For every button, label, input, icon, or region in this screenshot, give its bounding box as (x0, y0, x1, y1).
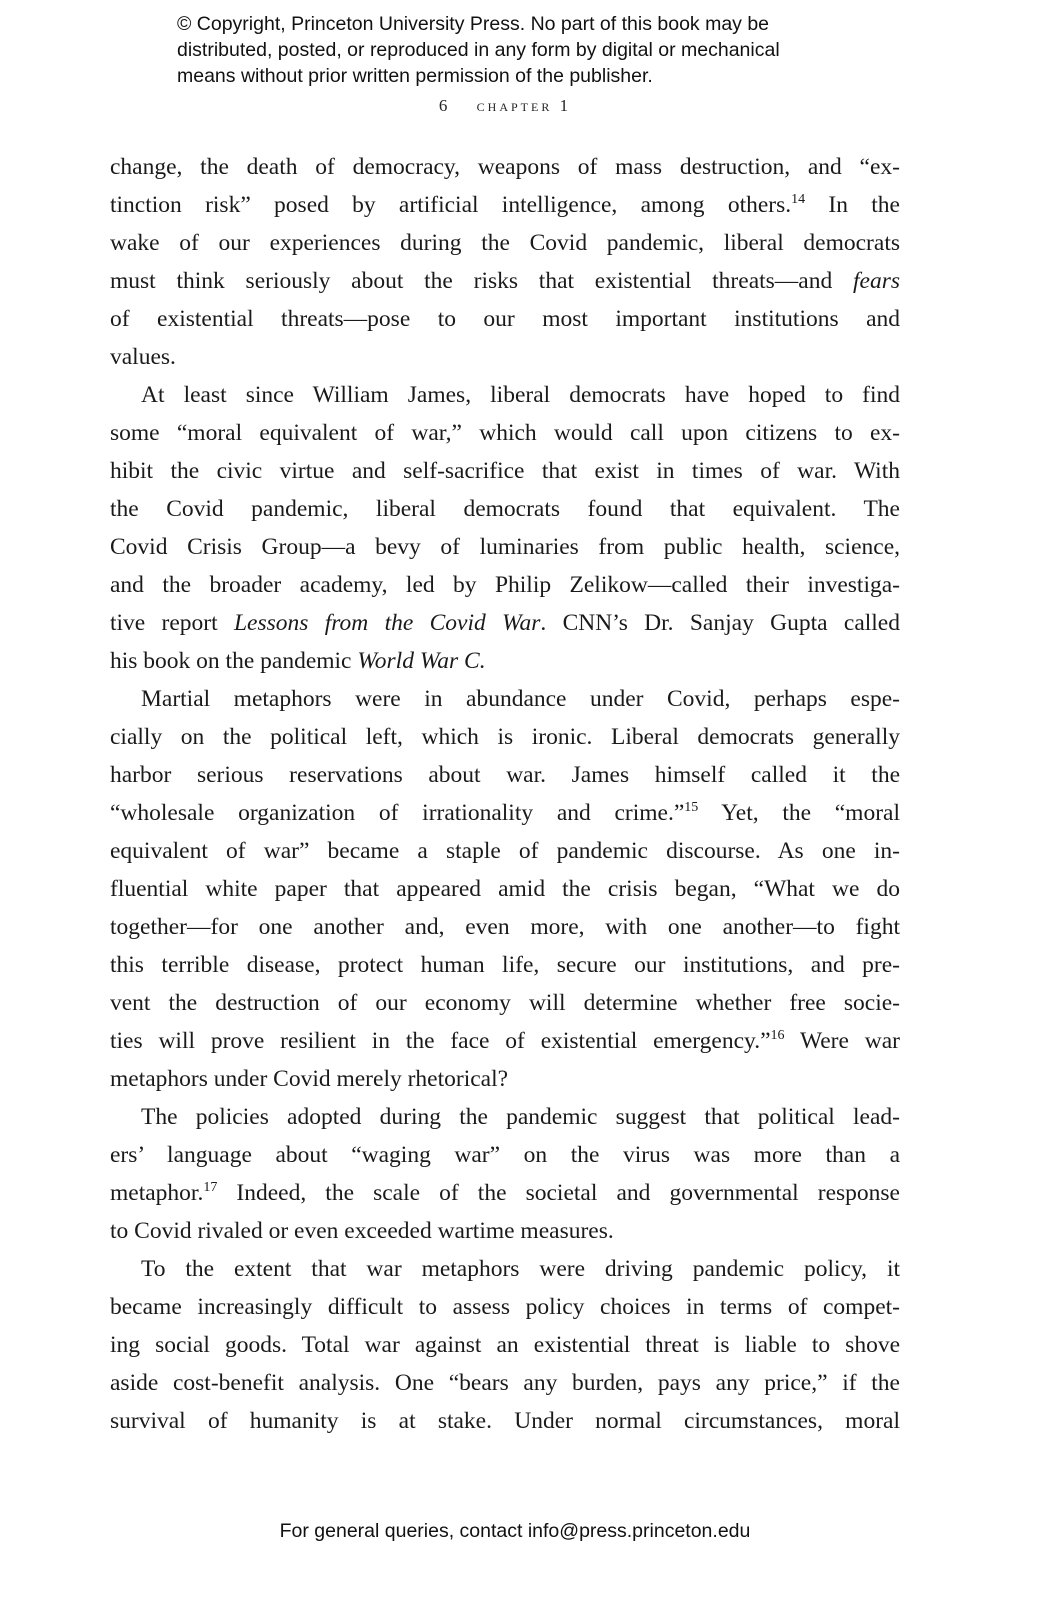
running-head (0, 96, 1010, 116)
text-line (110, 376, 900, 414)
text-line (110, 984, 900, 1022)
text-segment: Yet, the “moral (698, 800, 900, 826)
copyright-notice (177, 11, 780, 89)
text-line (110, 642, 900, 680)
text-segment: wake of our experiences during the Covid pandemic, liberal democrats (110, 230, 900, 256)
text-line (110, 756, 900, 794)
text-line (110, 1326, 900, 1364)
text-line (110, 338, 900, 376)
text-segment: tinction risk” posed by artificial intelligence, among others. (110, 192, 792, 218)
text-line (110, 148, 900, 186)
text-line (110, 528, 900, 566)
text-line (110, 1022, 900, 1060)
text-segment: . CNN’s Dr. Sanjay Gupta called (540, 610, 900, 636)
italic-text: Lessons from the Covid War (233, 610, 541, 636)
paragraph (110, 1250, 900, 1440)
text-line (110, 680, 900, 718)
text-segment: his book on the pandemic (110, 648, 358, 674)
text-segment: Martial metaphors were in abundance under Covid, perhaps espe- (141, 686, 900, 712)
text-line (110, 262, 900, 300)
text-segment: equivalent of war” became a staple of pandemic discourse. As one in- (110, 838, 900, 864)
text-segment: ties will prove resilient in the face of existential emergency.” (110, 1028, 771, 1054)
text-line (110, 1098, 900, 1136)
text-line (110, 1250, 900, 1288)
text-line (110, 300, 900, 338)
text-segment: To the extent that war metaphors were driving pandemic policy, it (141, 1256, 900, 1282)
footnote-reference: 15 (684, 800, 699, 815)
text-line (110, 1136, 900, 1174)
footer-contact: For general queries, contact info@press.princeton.edu (279, 1520, 751, 1542)
italic-text: World War C. (357, 648, 486, 674)
paragraph (110, 148, 900, 376)
text-line (110, 604, 900, 642)
text-line (110, 832, 900, 870)
text-line (110, 794, 900, 832)
text-segment: survival of humanity is at stake. Under normal circumstances, moral (110, 1408, 900, 1434)
text-segment: became increasingly difficult to assess policy choices in terms of compet- (110, 1294, 900, 1320)
text-segment: some “moral equivalent of war,” which would call upon citizens to ex- (110, 420, 900, 446)
text-segment: ers’ language about “waging war” on the virus was more than a (110, 1142, 900, 1168)
text-segment: aside cost-benefit analysis. One “bears any burden, pays any price,” if the (110, 1370, 900, 1396)
text-line (110, 452, 900, 490)
text-line (110, 1402, 900, 1440)
footnote-reference: 14 (791, 192, 806, 207)
text-segment: this terrible disease, protect human life, secure our institutions, and pre- (110, 952, 900, 978)
text-segment: ing social goods. Total war against an existential threat is liable to shove (110, 1332, 900, 1358)
text-segment: hibit the civic virtue and self-sacrifice that exist in times of war. With (110, 458, 900, 484)
text-line (110, 718, 900, 756)
text-segment: harbor serious reservations about war. James himself called it the (110, 762, 900, 788)
text-segment: In the (805, 192, 900, 218)
text-segment: the Covid pandemic, liberal democrats found that equivalent. The (110, 496, 900, 522)
text-segment: The policies adopted during the pandemic suggest that political lead- (141, 1104, 900, 1130)
text-segment: of existential threats—pose to our most important institutions and (110, 306, 900, 332)
text-segment: vent the destruction of our economy will determine whether free socie- (110, 990, 900, 1016)
text-segment: together—for one another and, even more, with one another—to fight (110, 914, 900, 940)
footnote-reference: 17 (203, 1180, 218, 1195)
page-number: 6 (438, 96, 450, 115)
text-segment: tive report (110, 610, 234, 636)
text-segment: to Covid rivaled or even exceeded wartime measures. (110, 1218, 614, 1244)
text-line (110, 490, 900, 528)
paragraph (110, 1098, 900, 1250)
text-segment: and the broader academy, led by Philip Zelikow—called their investiga- (110, 572, 900, 598)
text-line (110, 1364, 900, 1402)
body-text (110, 148, 900, 1440)
text-line (110, 1212, 900, 1250)
text-line (110, 566, 900, 604)
text-segment: Indeed, the scale of the societal and governmental response (217, 1180, 900, 1206)
text-line (110, 908, 900, 946)
text-segment: values. (110, 344, 176, 370)
text-segment: fluential white paper that appeared amid the crisis began, “What we do (110, 876, 900, 902)
copyright-line: distributed, posted, or reproduced in any form by digital or mechanical (177, 39, 780, 61)
italic-text: fears (853, 268, 900, 294)
text-segment: Were war (784, 1028, 900, 1054)
chapter-label: chapter 1 (476, 96, 572, 115)
text-line (110, 946, 900, 984)
text-line (110, 414, 900, 452)
text-line (110, 1288, 900, 1326)
footnote-reference: 16 (770, 1028, 785, 1043)
paragraph (110, 376, 900, 680)
paragraph (110, 680, 900, 1098)
text-segment: must think seriously about the risks that existential threats—and (110, 268, 853, 294)
text-segment: At least since William James, liberal democrats have hoped to find (141, 382, 900, 408)
text-segment: metaphor. (110, 1180, 204, 1206)
text-segment: Covid Crisis Group—a bevy of luminaries from public health, science, (110, 534, 900, 560)
text-segment: “wholesale organization of irrationality and crime.” (110, 800, 685, 826)
copyright-line: means without prior written permission of the publisher. (177, 65, 653, 87)
text-segment: change, the death of democracy, weapons of mass destruction, and “ex- (110, 154, 900, 180)
text-line (110, 870, 900, 908)
text-segment: metaphors under Covid merely rhetorical? (110, 1066, 509, 1092)
text-line (110, 186, 900, 224)
text-line (110, 224, 900, 262)
text-segment: cially on the political left, which is ironic. Liberal democrats generally (110, 724, 900, 750)
text-line (110, 1060, 900, 1098)
text-line (110, 1174, 900, 1212)
copyright-line: © Copyright, Princeton University Press. No part of this book may be (177, 13, 770, 35)
